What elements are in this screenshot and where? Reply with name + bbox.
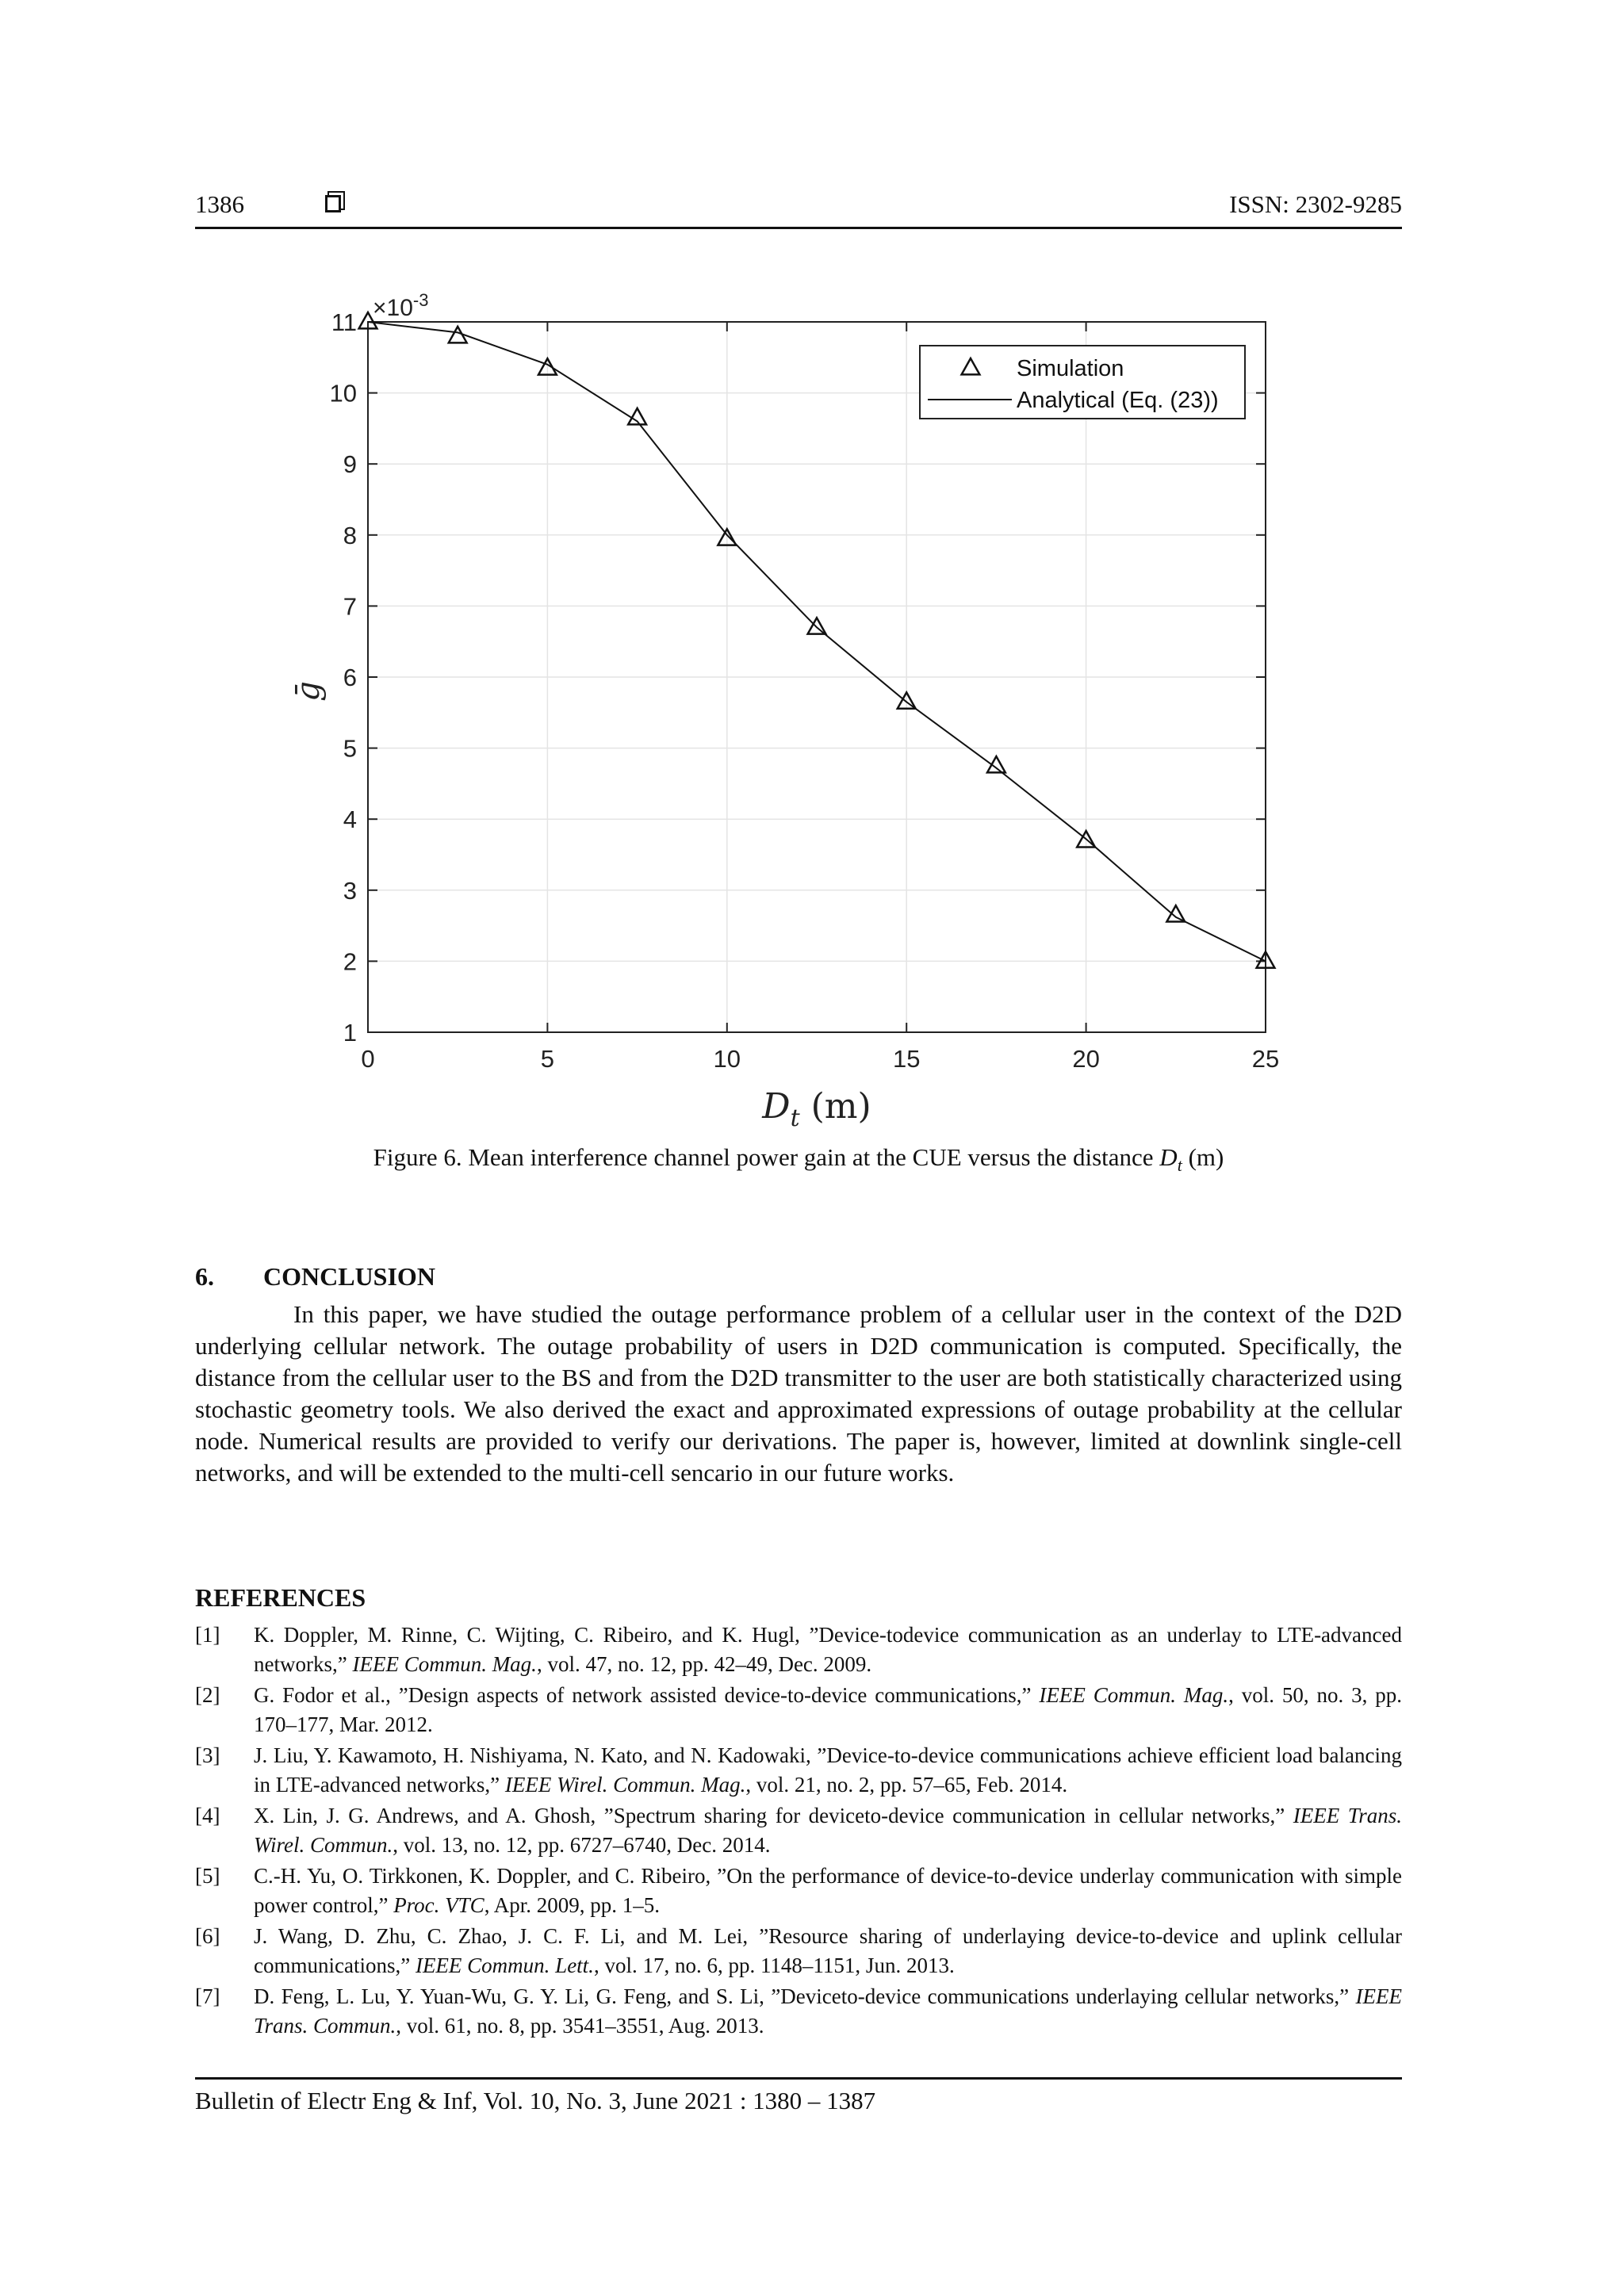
reference-list [195, 1621, 1402, 2042]
reference-item: [7] D. Feng, L. Lu, Y. Yuan-Wu, G. Y. Li, G. Feng, and S. Li, ”Deviceto-device communications underlaying cellular networks,” IEEE Trans. Commun., vol. 61, no. 8, pp. 3541–3551, Aug. 2013. [195, 1984, 1402, 2038]
figure-chart [290, 277, 1316, 1134]
reference-item: [2] G. Fodor et al., ”Design aspects of network assisted device-to-device communications,” IEEE Commun. Mag., vol. 50, no. 3, pp. 170–177, Mar. 2012. [195, 1683, 1402, 1736]
section-heading: 6. CONCLUSION [195, 1262, 435, 1291]
chart-grid [368, 322, 1266, 1032]
y-tick-label: 1 [343, 1019, 357, 1047]
y-tick-label: 10 [329, 379, 357, 408]
x-tick-label: 15 [892, 1045, 921, 1073]
y-tick-label: 9 [343, 450, 357, 479]
header-rule [195, 227, 1402, 229]
x-tick-label: 10 [713, 1045, 741, 1073]
y-tick-label: 8 [343, 521, 357, 549]
y-tick-label: 11 [331, 308, 357, 336]
y-tick-label: 3 [343, 876, 357, 905]
legend-entry-simulation: Simulation [1017, 356, 1124, 381]
y-tick-labels [330, 308, 357, 1047]
y-tick-label: 5 [343, 734, 357, 763]
x-tick-labels [361, 1045, 1279, 1073]
y-multiplier-label: $\times 10^{-3}$ [373, 290, 429, 321]
conclusion-paragraph: In this paper, we have studied the outage performance problem of a cellular user in the context of the D2D underlying cellular network. The outage probability of users in D2D communication is computed. Specifically, the distance from the cellular user to the BS and from the D2D transmitter to the user are both statistically characterized using stochastic geometry tools. We also derived the exact and approximated expressions of outage probability at the cellular node. Numerical results are provided to verify our derivations. The paper is, however, limited at downlink single-cell networks, and will be extended to the multi-cell sencario in our future works. [195, 1300, 1402, 1487]
footer-rule [195, 2077, 1402, 2080]
footer-citation: Bulletin of Electr Eng & Inf, Vol. 10, No. 3, June 2021 : 1380 – 1387 [195, 2087, 876, 2114]
journal-issn: ISSN: 2302-9285 [1229, 190, 1402, 218]
box-icon [325, 195, 341, 212]
reference-item: [6] J. Wang, D. Zhu, C. Zhao, J. C. F. Li, and M. Lei, ”Resource sharing of underlaying device-to-device and uplink cellular communications,” IEEE Commun. Lett., vol. 17, no. 6, pp. 1148–1151, Jun. 2013. [195, 1924, 1402, 1977]
reference-item: [1] K. Doppler, M. Rinne, C. Wijting, C. Ribeiro, and K. Hugl, ”Device-todevice communication as an underlay to LTE-advanced networks,” IEEE Commun. Mag., vol. 47, no. 12, pp. 42–49, Dec. 2009. [195, 1623, 1402, 1676]
reference-item: [3] J. Liu, Y. Kawamoto, H. Nishiyama, N. Kato, and N. Kadowaki, ”Device-to-device communications achieve efficient load balancing in LTE-advanced networks,” IEEE Wirel. Commun. Mag., vol. 21, no. 2, pp. 57–65, Feb. 2014. [195, 1743, 1402, 1797]
chart-legend [920, 346, 1245, 419]
legend-entry-analytical: Analytical (Eq. (23)) [1017, 388, 1219, 413]
reference-item: [4] X. Lin, J. G. Andrews, and A. Ghosh, ”Spectrum sharing for deviceto-device communication in cellular networks,” IEEE Trans. Wirel. Commun., vol. 13, no. 12, pp. 6727–6740, Dec. 2014. [195, 1804, 1402, 1857]
reference-item: [5] C.-H. Yu, O. Tirkkonen, K. Doppler, and C. Ribeiro, ”On the performance of device-to-device underlay communication with simple power control,” Proc. VTC, Apr. 2009, pp. 1–5. [195, 1864, 1402, 1917]
x-tick-label: 0 [361, 1045, 375, 1073]
y-tick-label: 7 [343, 592, 357, 621]
y-tick-label: 4 [343, 806, 357, 834]
x-tick-label: 5 [540, 1045, 555, 1073]
x-tick-label: 20 [1072, 1045, 1100, 1073]
y-axis-label: ḡ [290, 681, 327, 702]
page-number: 1386 [195, 190, 244, 218]
simulation-marker [1166, 905, 1185, 921]
simulation-marker [987, 756, 1005, 772]
y-tick-label: 2 [343, 947, 357, 976]
y-tick-label: 6 [343, 664, 357, 691]
references-heading: REFERENCES [195, 1583, 366, 1612]
x-axis-label: $D_t$ (m) [762, 1086, 871, 1132]
x-tick-label: 25 [1251, 1045, 1280, 1073]
figure-caption: Figure 6. Mean interference channel power gain at the CUE versus the distance $D_t$ (m) [373, 1143, 1224, 1176]
